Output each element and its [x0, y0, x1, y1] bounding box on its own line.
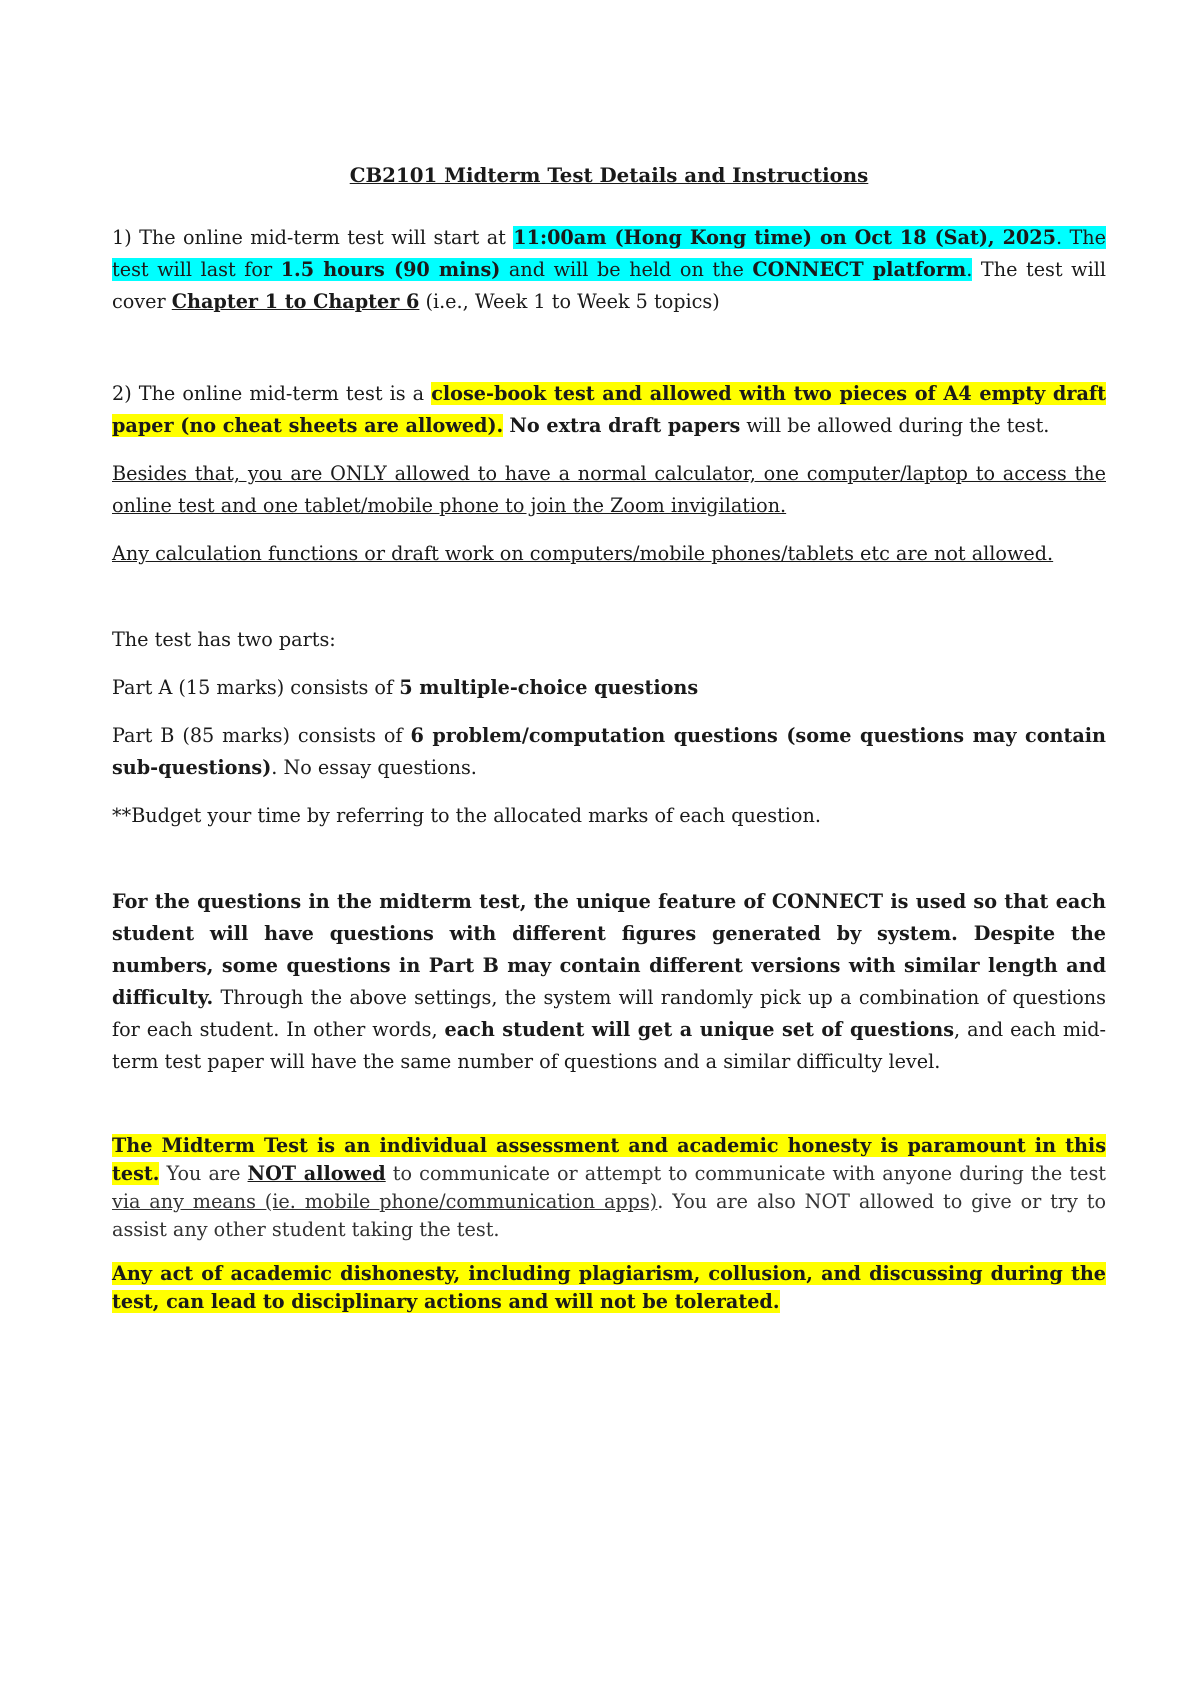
- test-chapters: Chapter 1 to Chapter 6: [171, 290, 420, 313]
- item1-highlight-end: .: [966, 258, 973, 281]
- dishonesty-warning: [112, 1260, 1106, 1316]
- test-duration: 1.5 hours (90 mins): [280, 258, 501, 281]
- parts-intro: The test has two parts:: [112, 628, 336, 651]
- paragraph-item-2: [112, 378, 1106, 442]
- paragraph-item-1: [112, 222, 1106, 318]
- part-b-suffix: . No essay questions.: [271, 756, 477, 779]
- communication-means: via any means (ie. mobile phone/communication apps): [112, 1190, 658, 1213]
- close-book-rule: close-book test and allowed with two pieces of A4 empty draft paper (no cheat sheets are allowed).: [112, 382, 1106, 437]
- no-extra-draft-papers: No extra draft papers: [509, 414, 741, 437]
- test-start-time: 11:00am (Hong Kong time) on Oct 18 (Sat), 2025: [513, 226, 1056, 249]
- part-a-questions: 5 multiple-choice questions: [399, 676, 699, 699]
- dishonesty-warning-text: Any act of academic dishonesty, including plagiarism, collusion, and discussing during the test, can lead to disciplinary actions and will not be tolerated.: [112, 1262, 1106, 1313]
- document-body: [112, 160, 1106, 1316]
- part-a-prefix: Part A (15 marks) consists of: [112, 676, 400, 699]
- item1-cover-suffix: (i.e., Week 1 to Week 5 topics): [419, 290, 720, 313]
- page-title: CB2101 Midterm Test Details and Instructions: [349, 163, 869, 187]
- item2-prefix: 2) The online mid-term test is a: [112, 382, 432, 405]
- part-b-questions: 6 problem/computation questions (some questions may contain sub-questions): [112, 724, 1106, 779]
- connect-feature-bold: For the questions in the midterm test, the unique feature of CONNECT is used so that each student will have questions with different figures generated by system. Despite the numbers, some questions in Part B may contain different versions with similar length and difficulty.: [112, 890, 1106, 1009]
- connect-feature-text-1: Through the above settings, the system will randomly pick up a combination of questions for each student. In other words,: [112, 986, 1106, 1041]
- honesty-text-3: . You are also NOT allowed to give or try to assist any other student taking the test.: [112, 1190, 1107, 1241]
- connect-feature-paragraph: [112, 886, 1106, 1078]
- item1-cover-prefix: The test will cover: [112, 258, 1107, 313]
- item1-prefix: 1) The online mid-term test will start at: [112, 226, 514, 249]
- part-a-description: [112, 672, 1106, 704]
- connect-feature-text-2: , and each mid-term test paper will have the same number of questions and a similar difficulty level.: [112, 1018, 1107, 1073]
- academic-honesty-paragraph: [112, 1132, 1106, 1244]
- item1-highlight-text-2: and will be held on the: [500, 258, 753, 281]
- calculation-rule: Any calculation functions or draft work on computers/mobile phones/tablets etc are not allowed.: [112, 542, 1054, 565]
- budget-time-note: **Budget your time by referring to the allocated marks of each question.: [112, 804, 821, 827]
- item2-suffix: will be allowed during the test.: [740, 414, 1050, 437]
- not-allowed-emphasis: NOT allowed: [247, 1162, 386, 1185]
- individual-assessment-notice: The Midterm Test is an individual assessment and academic honesty is paramount in this test.: [112, 1134, 1106, 1185]
- allowed-devices-rule: Besides that, you are ONLY allowed to have a normal calculator, one computer/laptop to access the online test and one tablet/mobile phone to join the Zoom invigilation.: [112, 462, 1106, 517]
- part-b-description: [112, 720, 1106, 784]
- honesty-text-2: to communicate or attempt to communicate with anyone during the test: [385, 1162, 1106, 1185]
- test-platform: CONNECT platform: [752, 258, 967, 281]
- unique-question-set: each student will get a unique set of questions: [444, 1018, 955, 1041]
- part-b-prefix: Part B (85 marks) consists of: [112, 724, 411, 747]
- item1-highlight-text-1: . The test will last for: [112, 226, 1106, 281]
- honesty-text-1: You are: [159, 1162, 248, 1185]
